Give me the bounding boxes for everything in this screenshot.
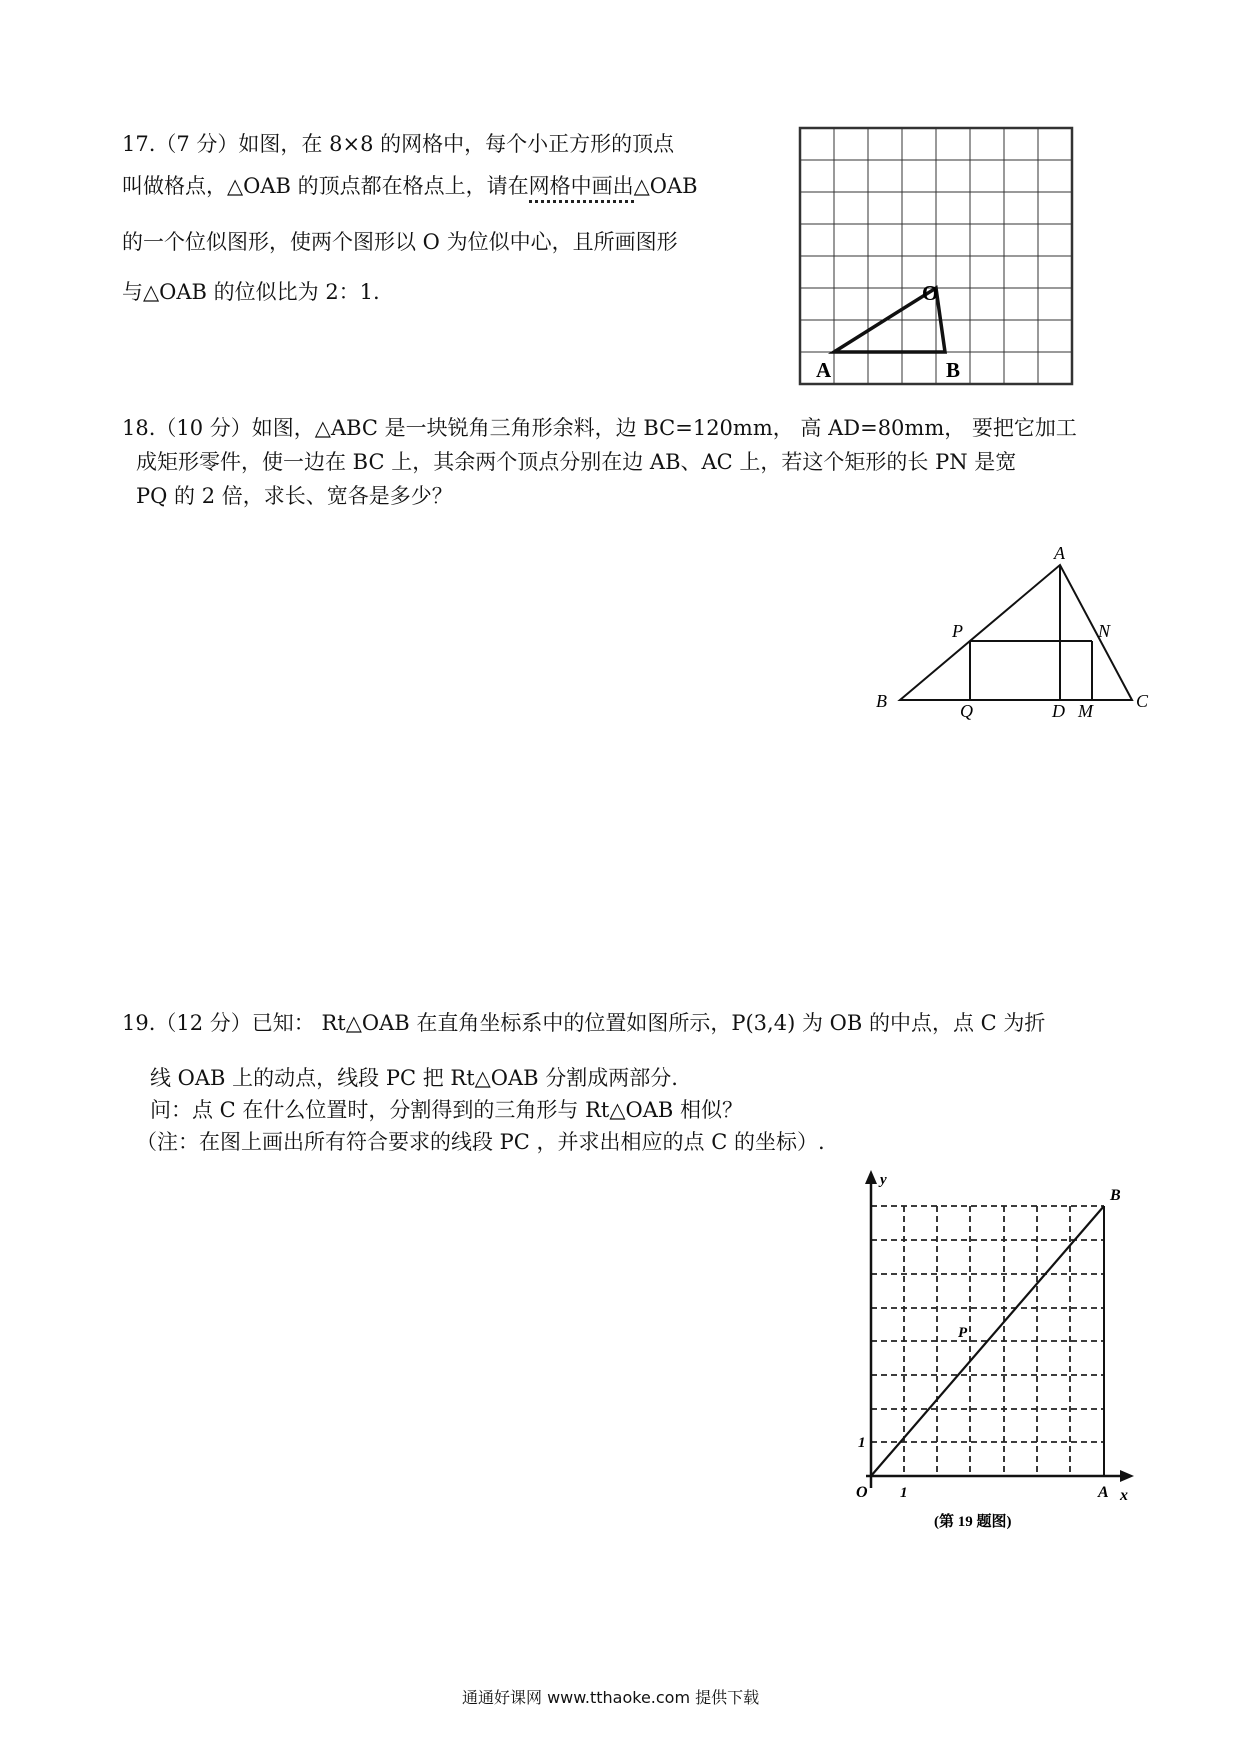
q18-label-c: C — [1136, 691, 1149, 711]
q19-x-axis — [866, 1470, 1134, 1482]
page-footer: 通通好课网 www.tthaoke.com 提供下载 — [462, 1688, 760, 1707]
q19-label-one-y: 1 — [858, 1435, 866, 1451]
q18-label-n: N — [1098, 621, 1111, 641]
q19-label-o: O — [856, 1484, 868, 1501]
q17-label-a: A — [816, 358, 832, 382]
q18-line-2: 成矩形零件，使一边在 BC 上，其余两个顶点分别在边 AB、AC 上，若这个矩形的长 PN 是宽 — [136, 450, 1017, 474]
q19-line-1: 19.（12 分）已知： Rt△OAB 在直角坐标系中的位置如图所示，P(3,4) 为 OB 的中点，点 C 为折 — [122, 1011, 1046, 1035]
q18-label-m: M — [1078, 701, 1093, 721]
q19-label-b: B — [1110, 1187, 1121, 1204]
q19-label-p: P — [958, 1325, 968, 1341]
q17-grid — [800, 128, 1072, 384]
q18-label-q: Q — [960, 701, 973, 721]
q18-triangle-figure — [870, 535, 1165, 720]
q19-line-4: （注：在图上画出所有符合要求的线段 PC ，并求出相应的点 C 的坐标）. — [136, 1130, 825, 1154]
q18-label-p: P — [952, 621, 963, 641]
q19-label-one-x: 1 — [900, 1485, 908, 1501]
q19-line-3: 问：点 C 在什么位置时，分割得到的三角形与 Rt△OAB 相似？ — [150, 1098, 743, 1122]
q17-line-2 — [122, 176, 698, 197]
q19-coordinate-figure — [856, 1170, 1140, 1535]
q19-label-y: y — [880, 1172, 887, 1188]
q17-label-o: O — [922, 281, 939, 305]
q19-label-x: x — [1120, 1487, 1128, 1504]
q18-label-a: A — [1054, 543, 1065, 563]
q19-label-a: A — [1098, 1484, 1109, 1501]
q19-caption: (第 19 题图) — [934, 1514, 1012, 1530]
q19-line-2: 线 OAB 上的动点，线段 PC 把 Rt△OAB 分割成两部分. — [150, 1066, 678, 1090]
q18-label-b: B — [876, 691, 887, 711]
q19-y-axis — [865, 1170, 877, 1488]
q17-grid-figure — [800, 128, 1090, 393]
q17-label-b: B — [946, 358, 961, 382]
q17-line-4: 与△OAB 的位似比为 2：1. — [122, 280, 380, 304]
q17-emphasis: 网格中画出 — [529, 174, 634, 203]
q18-line-3: PQ 的 2 倍，求长、宽各是多少？ — [136, 484, 453, 508]
q17-line-2-pre: 叫做格点，△OAB 的顶点都在格点上，请在 — [122, 174, 529, 198]
q17-line-2-post: △OAB — [633, 174, 698, 198]
q18-label-d: D — [1052, 701, 1065, 721]
q17-line-3: 的一个位似图形，使两个图形以 O 为位似中心，且所画图形 — [122, 230, 678, 254]
q18-line-1: 18.（10 分）如图，△ABC 是一块锐角三角形余料，边 BC=120mm， 高 AD=80mm， 要把它加工 — [122, 416, 1077, 440]
q17-line-1: 17.（7 分）如图，在 8×8 的网格中，每个小正方形的顶点 — [122, 132, 675, 156]
